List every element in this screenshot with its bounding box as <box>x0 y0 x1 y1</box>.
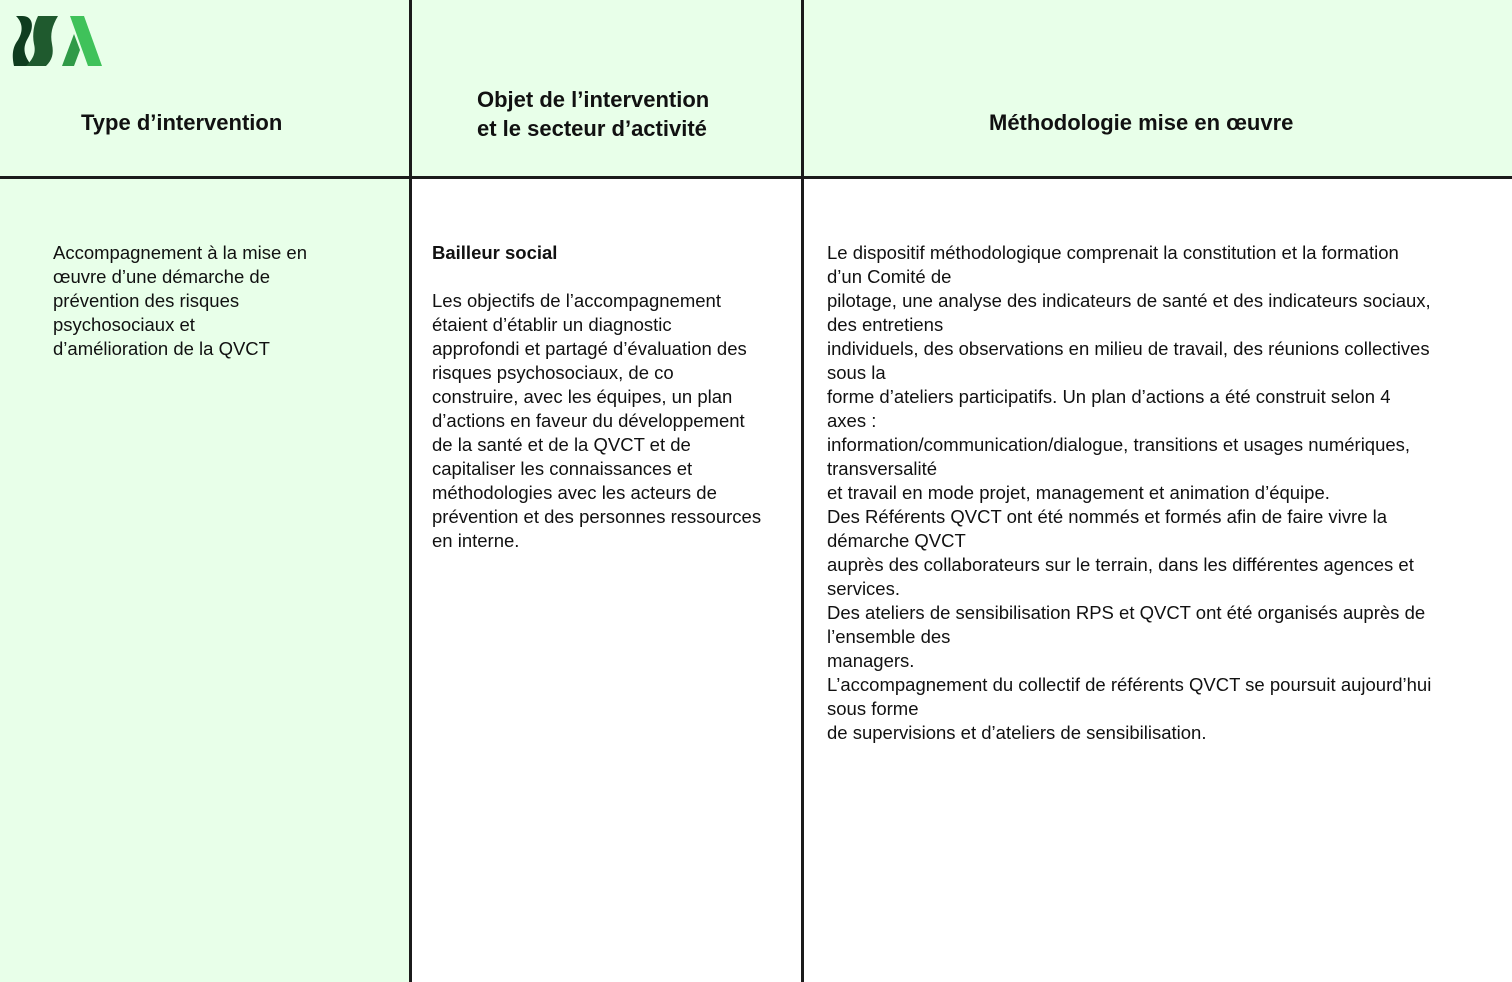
objet-line: d’actions en faveur du développement <box>432 410 745 431</box>
methodologie-line: information/communication/dialogue, transitions et usages numériques, <box>827 434 1411 455</box>
column-divider-2 <box>801 0 804 982</box>
type-line: prévention des risques <box>53 290 240 311</box>
objet-line: étaient d’établir un diagnostic <box>432 314 672 335</box>
methodologie-line: transversalité <box>827 458 938 479</box>
objet-line: méthodologies avec les acteurs de <box>432 482 717 503</box>
objet-line: capitaliser les connaissances et <box>432 458 693 479</box>
objet-line: construire, avec les équipes, un plan <box>432 386 733 407</box>
header-divider <box>0 176 1512 179</box>
methodologie-line: d’un Comité de <box>827 266 952 287</box>
methodologie-line: Des Référents QVCT ont été nommés et formés afin de faire vivre la <box>827 506 1388 527</box>
objet-line: risques psychosociaux, de co <box>432 362 674 383</box>
type-line: d’amélioration de la QVCT <box>53 338 270 359</box>
methodologie-line: sous la <box>827 362 886 383</box>
methodologie-line: auprès des collaborateurs sur le terrain, dans les différentes agences et <box>827 554 1414 575</box>
methodologie-line: pilotage, une analyse des indicateurs de santé et des indicateurs sociaux, <box>827 290 1431 311</box>
type-intervention-cell <box>53 241 353 361</box>
column-divider-1 <box>409 0 412 982</box>
methodologie-line: L’accompagnement du collectif de référents QVCT se poursuit aujourd’hui <box>827 674 1432 695</box>
objet-cell <box>432 241 787 553</box>
methodologie-line: Des ateliers de sensibilisation RPS et QVCT ont été organisés auprès de <box>827 602 1426 623</box>
type-line: œuvre d’une démarche de <box>53 266 270 287</box>
paragraph-gap <box>432 265 787 289</box>
methodologie-line: Le dispositif méthodologique comprenait la constitution et la formation <box>827 242 1399 263</box>
first-column-background <box>0 0 410 982</box>
sia-logo-icon <box>12 16 104 66</box>
objet-line: en interne. <box>432 530 520 551</box>
methodologie-line: l’ensemble des <box>827 626 951 647</box>
header-objet-intervention <box>477 85 777 143</box>
objet-line: de la santé et de la QVCT et de <box>432 434 691 455</box>
header-type-intervention: Type d’intervention <box>81 110 283 135</box>
type-line: Accompagnement à la mise en <box>53 242 307 263</box>
methodologie-line: managers. <box>827 650 915 671</box>
methodologie-cell <box>827 241 1497 745</box>
methodologie-line: individuels, des observations en milieu de travail, des réunions collectives <box>827 338 1430 359</box>
header-objet-line-2: et le secteur d’activité <box>477 116 707 141</box>
methodologie-line: forme d’ateliers participatifs. Un plan d’actions a été construit selon 4 <box>827 386 1391 407</box>
sector-title: Bailleur social <box>432 242 558 263</box>
header-methodologie: Méthodologie mise en œuvre <box>989 110 1294 135</box>
methodologie-line: démarche QVCT <box>827 530 966 551</box>
methodologie-line: des entretiens <box>827 314 944 335</box>
methodologie-line: de supervisions et d’ateliers de sensibilisation. <box>827 722 1207 743</box>
objet-line: Les objectifs de l’accompagnement <box>432 290 721 311</box>
objet-line: approfondi et partagé d’évaluation des <box>432 338 747 359</box>
objet-line: prévention et des personnes ressources <box>432 506 762 527</box>
methodologie-line: et travail en mode projet, management et animation d’équipe. <box>827 482 1330 503</box>
methodologie-line: sous forme <box>827 698 919 719</box>
methodologie-line: services. <box>827 578 900 599</box>
type-line: psychosociaux et <box>53 314 195 335</box>
header-objet-line-1: Objet de l’intervention <box>477 87 710 112</box>
methodologie-line: axes : <box>827 410 877 431</box>
